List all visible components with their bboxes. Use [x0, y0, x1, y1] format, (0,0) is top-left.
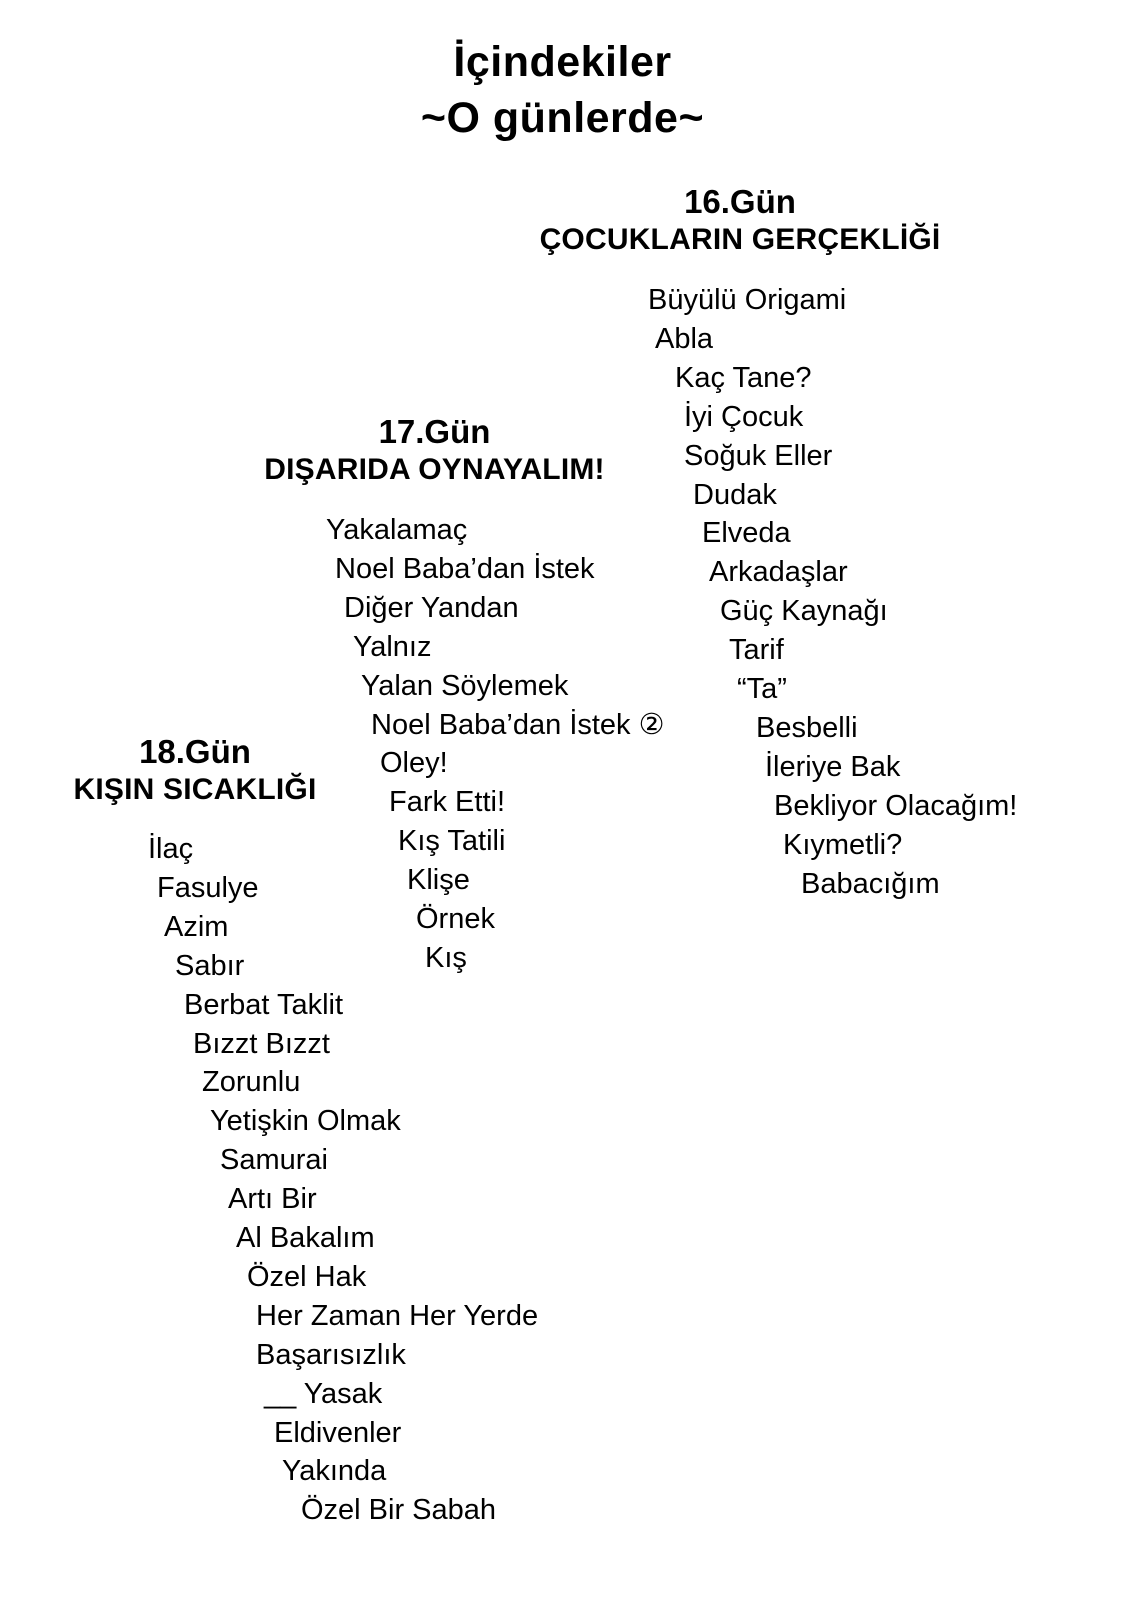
toc-entry: Babacığım: [801, 867, 940, 900]
toc-entry: Fasulye: [157, 871, 259, 904]
section-subtitle: ÇOCUKLARIN GERÇEKLİĞİ: [539, 223, 941, 256]
toc-entry: “Ta”: [737, 673, 787, 705]
toc-entry: Kaç Tane?: [675, 361, 812, 394]
title-line-2: ~O günlerde~: [420, 94, 705, 142]
toc-entry: Kış Tatili: [398, 825, 506, 858]
toc-entry: Bekliyor Olacağım!: [774, 789, 1018, 822]
toc-entry: Diğer Yandan: [344, 591, 519, 624]
page-title: [0, 34, 1125, 146]
section-heading-day-16: [530, 182, 950, 258]
toc-entry: Elveda: [702, 517, 791, 550]
toc-entry: Yalan Söylemek: [361, 669, 569, 702]
toc-entry: Noel Baba’dan İstek ②: [371, 708, 665, 741]
toc-entry: Arkadaşlar: [709, 556, 848, 589]
toc-entry: Azim: [164, 910, 229, 943]
toc-entry: Klişe: [407, 864, 470, 897]
section-day-label: 16.Gün: [684, 183, 796, 220]
toc-entry: __ Yasak: [264, 1377, 383, 1410]
toc-entry: Abla: [655, 322, 714, 355]
toc-entry: Her Zaman Her Yerde: [256, 1299, 539, 1332]
section-subtitle: KIŞIN SICAKLIĞI: [73, 773, 317, 806]
toc-entry: Yakalamaç: [326, 514, 468, 546]
toc-entry: Besbelli: [756, 711, 858, 744]
section-heading-day-17: [232, 412, 637, 488]
toc-entry: Noel Baba’dan İstek: [335, 552, 595, 585]
toc-entry: Samurai: [220, 1144, 328, 1177]
toc-entry: Artı Bir: [228, 1183, 317, 1216]
section-day-label: 17.Gün: [378, 413, 491, 450]
toc-entry: Fark Etti!: [389, 786, 506, 819]
toc-entry: İyi Çocuk: [684, 400, 804, 433]
toc-entry: Al Bakalım: [236, 1222, 375, 1254]
toc-entry: Soğuk Eller: [684, 439, 833, 472]
toc-entry: İlaç: [148, 833, 194, 865]
toc-entry: Büyülü Origami: [648, 284, 847, 316]
toc-entry: Yakında: [282, 1455, 387, 1488]
toc-entry: Yalnız: [353, 630, 432, 663]
toc-entry: Zorunlu: [202, 1066, 301, 1099]
toc-entry: Başarısızlık: [256, 1338, 406, 1371]
toc-entry: Özel Bir Sabah: [301, 1494, 497, 1527]
toc-entry: Bızzt Bızzt: [193, 1027, 330, 1060]
section-day-label: 18.Gün: [139, 733, 251, 770]
toc-entry: Özel Hak: [247, 1260, 367, 1293]
title-line-1: İçindekiler: [453, 38, 672, 86]
toc-entry: Eldivenler: [274, 1416, 402, 1449]
toc-entry: Oley!: [380, 747, 448, 780]
toc-entry: Kış: [425, 941, 467, 974]
toc-entry: Berbat Taklit: [184, 988, 344, 1021]
toc-entry: Tarif: [729, 634, 784, 667]
toc-entry: Kıymetli?: [783, 828, 903, 861]
section-heading-day-18: [40, 732, 350, 808]
section-subtitle: DIŞARIDA OYNAYALIM!: [264, 453, 605, 486]
toc-entry: Dudak: [693, 478, 777, 511]
toc-entry: İleriye Bak: [765, 750, 901, 783]
toc-entry: Yetişkin Olmak: [210, 1105, 401, 1138]
toc-entry: Güç Kaynağı: [720, 595, 888, 628]
toc-entry: Sabır: [175, 949, 245, 982]
toc-entry: Örnek: [416, 903, 495, 935]
